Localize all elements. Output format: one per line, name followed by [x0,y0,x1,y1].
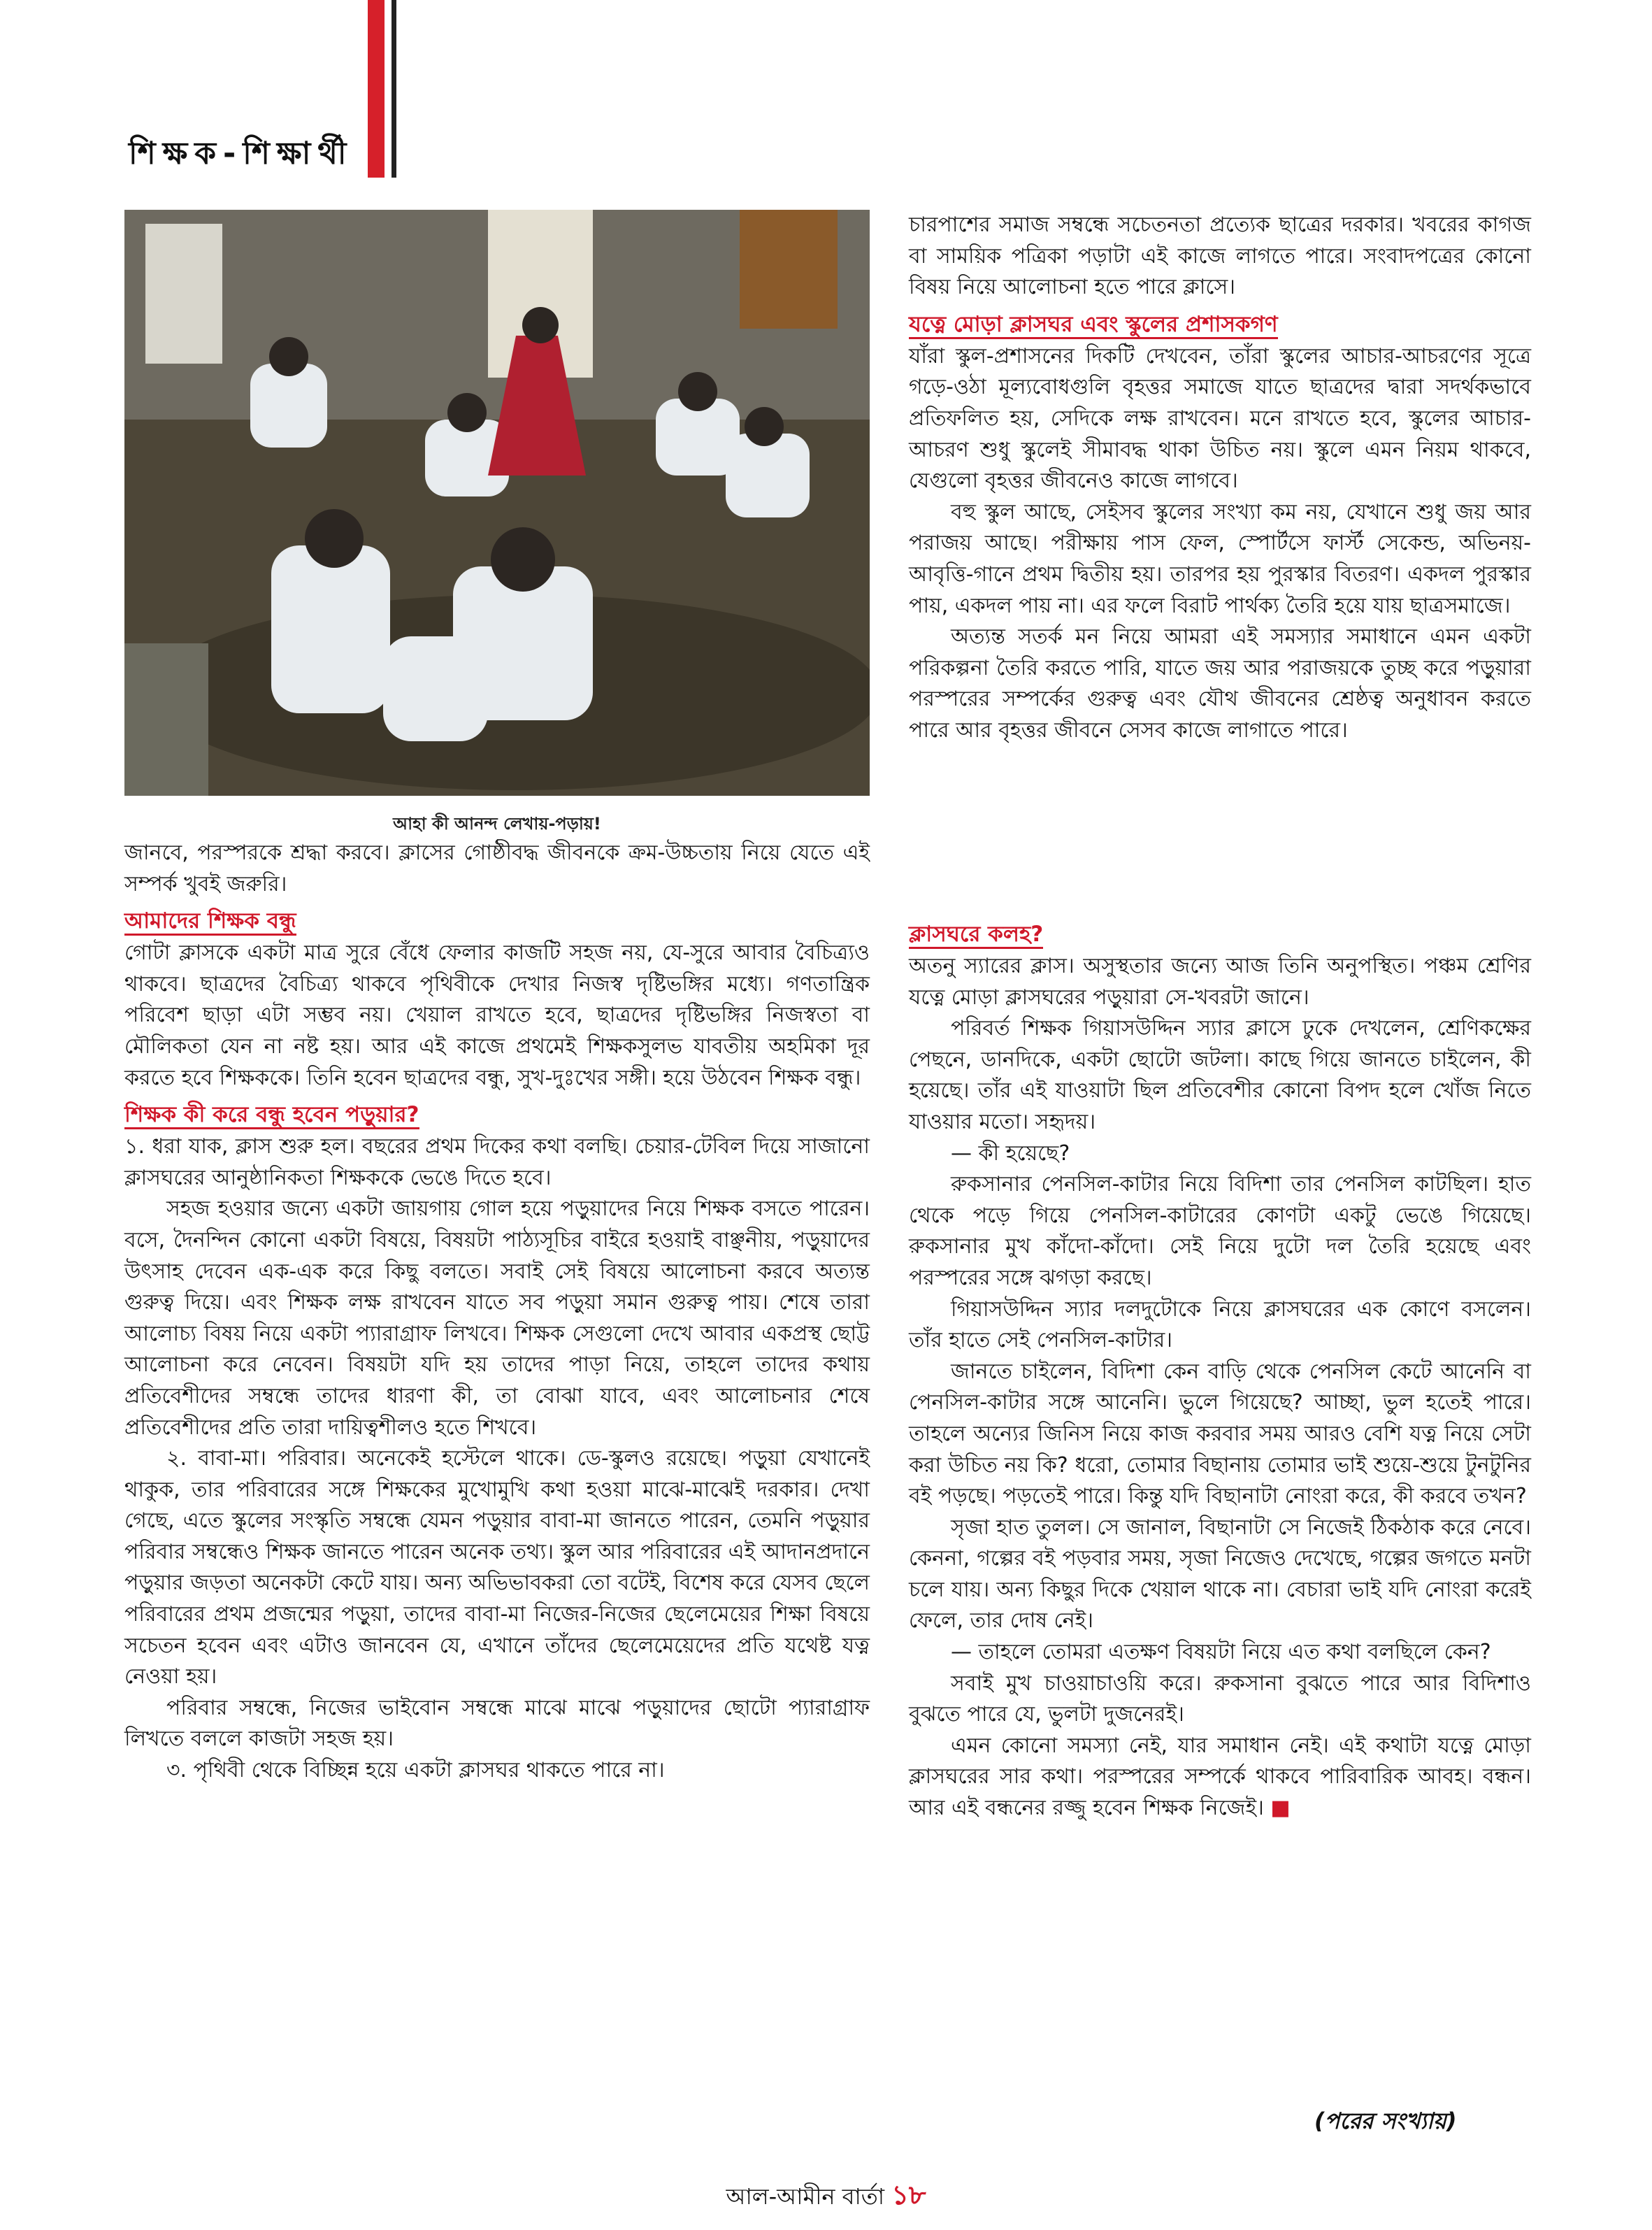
paragraph: অতনু স্যারের ক্লাস। অসুস্থতার জন্যে আজ তিনি অনুপস্থিত। পঞ্চম শ্রেণির যত্নে মোড়া ক্লাসঘরের পড়ুয়ারা সে-খবরটা জানে। [909,954,1531,1010]
subheading [909,919,1531,950]
dialogue-line: — তাহলে তোমরা এতক্ষণ বিষয়টা নিয়ে এত কথা বলছিলে কেন? [951,1640,1491,1665]
paragraph: গোটা ক্লাসকে একটা মাত্র সুরে বেঁধে ফেলার কাজটি সহজ নয়, যে-সুরে আবার বৈচিত্র্যও থাকবে। ছাত্রদের বৈচিত্র্য থাকবে পৃথিবীকে দেখার নিজস্ব দৃষ্টিভঙ্গির মধ্যে। গণতান্ত্রিক পরিবেশ ছাড়া এটা সম্ভব নয়। খেয়াল রাখতে হবে, ছাত্রদের দৃষ্টিভঙ্গির নিজস্বতা বা মৌলিকতা যেন না নষ্ট হয়। আর এই কাজে প্রথমেই শিক্ষকসুলভ যাবতীয় অহমিকা দূর করতে হবে শিক্ষককে। তিনি হবেন ছাত্রদের বন্ধু, সুখ-দুঃখের সঙ্গী। হয়ে উঠবেন শিক্ষক বন্ধু। [124,941,870,1090]
header-red-bar-thin [392,0,396,178]
page-number: ১৮ [891,2180,926,2210]
paragraph: সহজ হওয়ার জন্যে একটা জায়গায় গোল হয়ে পড়ুয়াদের নিয়ে শিক্ষক বসতে পারেন। বসে, দৈনন্দিন কোনো একটা বিষয়ে, বিষয়টা পাঠ্যসূচির বাইরে হওয়াই বাঞ্ছনীয়, পড়ুয়াদের উৎসাহ দেবেন এক-এক করে কিছু বলতে। সবাই সেই বিষয়ে আলোচনা করবে অত্যন্ত গুরুত্ব দিয়ে। এবং শিক্ষক লক্ষ রাখবেন যাতে সব পড়ুয়া সমান গুরুত্ব পায়। শেষে তারা আলোচ্য বিষয় নিয়ে একটা প্যারাগ্রাফ লিখবে। শিক্ষক সেগুলো দেখে আবার একপ্রস্থ ছোট্ট আলোচনা করে নেবেন। বিষয়টা যদি হয় তাদের পাড়া নিয়ে, তাহলে তাদের কথায় প্রতিবেশীদের সম্বন্ধে তাদের ধারণা কী, তা বোঝা যাবে, এবং আলোচনার শেষে প্রতিবেশীদের প্রতি তারা দায়িত্বশীলও হতে শিখবে। [124,1196,870,1440]
paragraph: যাঁরা স্কুল-প্রশাসনের দিকটি দেখবেন, তাঁরা স্কুলের আচার-আচরণের সূত্রে গড়ে-ওঠা মূল্যবোধগুলি বৃহত্তর সমাজে যাতে ছাত্রদের দ্বারা সদর্থকভাবে প্রতিফলিত হয়, সেদিকে লক্ষ রাখবেন। মনে রাখতে হবে, স্কুলের আচার-আচরণ শুধু স্কুলেই সীমাবদ্ধ থাকা উচিত নয়। স্কুলে এমন নিয়ম থাকবে, যেগুলো বৃহত্তর জীবনেও কাজে লাগবে। [909,343,1531,494]
paragraph: সৃজা হাত তুলল। সে জানাল, বিছানাটা সে নিজেই ঠিকঠাক করে নেবে। কেননা, গল্পের বই পড়বার সময়, সৃজা নিজেও দেখেছে, গল্পের জগতে মনটা চলে যায়। অন্য কিছুর দিকে খেয়াল থাকে না। বেচারা ভাই যদি নোংরা করেই ফেলে, তার দোষ নেই। [909,1515,1531,1634]
paragraph: বহু স্কুল আছে, সেইসব স্কুলের সংখ্যা কম নয়, যেখানে শুধু জয় আর পরাজয় আছে। পরীক্ষায় পাস ফেল, স্পোর্টসে ফার্স্ট সেকেন্ড, অভিনয়-আবৃত্তি-গানে প্রথম দ্বিতীয় হয়। তারপর হয় পুরস্কার বিতরণ। একদল পুরস্কার পায়, একদল পায় না। এর ফলে বিরাট পার্থক্য তৈরি হয়ে যায় ছাত্রসমাজে। [909,499,1531,618]
subheading [124,1099,870,1130]
paragraph: ৩. পৃথিবী থেকে বিচ্ছিন্ন হয়ে একটা ক্লাসঘর থাকতে পারে না। [166,1758,665,1783]
right-column-top [909,210,1531,747]
end-mark: ■ [1270,1796,1291,1821]
paragraph: পরিবর্ত শিক্ষক গিয়াসউদ্দিন স্যার ক্লাসে ঢুকে দেখলেন, শ্রেণিকক্ষের পেছনে, ডানদিকে, একটা ছোটো জটলা। কাছে গিয়ে জানতে চাইলেন, কী হয়েছে। তাঁর এই যাওয়াটা ছিল প্রতিবেশীর কোনো বিপদ হলে খোঁজ নিতে যাওয়ার মতো। সহৃদয়। [909,1016,1531,1134]
footer [0,2175,1652,2220]
paragraph: জানতে চাইলেন, বিদিশা কেন বাড়ি থেকে পেনসিল কেটে আনেনি বা পেনসিল-কাটার সঙ্গে আনেনি। ভুলে গিয়েছে? আচ্ছা, ভুল হতেই পারে। তাহলে অন্যের জিনিস নিয়ে কাজ করবার সময় আরও বেশি যত্ন নিয়ে সেটা করা উচিত নয় কি? ধরো, তোমার বিছানায় তোমার ভাই শুয়ে-শুয়ে টুনটুনির বই পড়ছে। পড়তেই পারে। কিন্তু যদি বিছানাটা নোংরা করে, কী করবে তখন? [909,1359,1531,1509]
magazine-name: আল-আমীন বার্তা [726,2183,885,2210]
paragraph: জানবে, পরস্পরকে শ্রদ্ধা করবে। ক্লাসের গোষ্ঠীবদ্ধ জীবনকে ক্রম-উচ্চতায় নিয়ে যেতে এই সম্পর্ক খুবই জরুরি। [124,841,870,896]
subheading [909,309,1531,340]
paragraph: ১. ধরা যাক, ক্লাস শুরু হল। বছরের প্রথম দিকের কথা বলছি। চেয়ার-টেবিল দিয়ে সাজানো ক্লাসঘরের আনুষ্ঠানিকতা শিক্ষককে ভেঙে দিতে হবে। [124,1134,870,1190]
continued-note: (পরের সংখ্যায়) [1314,2108,1457,2134]
section-label: শিক্ষক-শিক্ষার্থী [129,136,354,171]
paragraph: চারপাশের সমাজ সম্বন্ধে সচেতনতা প্রত্যেক ছাত্রের দরকার। খবরের কাগজ বা সাময়িক পত্রিকা পড়াটা এই কাজে লাগতে পারে। সংবাদপত্রের কোনো বিষয় নিয়ে আলোচনা হতে পারে ক্লাসে। [909,213,1531,300]
dialogue-line: — কী হয়েছে? [951,1141,1070,1166]
paragraph [909,1731,1531,1824]
paragraph: সবাই মুখ চাওয়াচাওয়ি করে। রুকসানা বুঝতে পারে আর বিদিশাও বুঝতে পারে যে, ভুলটা দুজনেরই। [909,1671,1531,1727]
subheading-text: ক্লাসঘরে কলহ? [909,922,1043,949]
paragraph: গিয়াসউদ্দিন স্যার দলদুটোকে নিয়ে ক্লাসঘরের এক কোণে বসলেন। তাঁর হাতে সেই পেনসিল-কাটার। [909,1296,1531,1353]
header-red-bar [368,0,385,178]
photo-caption: আহা কী আনন্দ লেখায়-পড়ায়! [393,814,601,834]
paragraph: পরিবার সম্বন্ধে, নিজের ভাইবোন সম্বন্ধে মাঝে মাঝে পড়ুয়াদের ছোটো প্যারাগ্রাফ লিখতে বললে কাজটা সহজ হয়। [124,1695,870,1752]
left-column [124,838,870,1787]
paragraph-text: এমন কোনো সমস্যা নেই, যার সমাধান নেই। এই কথাটা যত্নে মোড়া ক্লাসঘরের সার কথা। পরস্পরের সম্পর্কে থাকবে পারিবারিক আবহ। বন্ধন। আর এই বন্ধনের রজ্জু হবেন শিক্ষক নিজেই। [909,1733,1531,1821]
classroom-photo [124,210,870,796]
subheading-text: শিক্ষক কী করে বন্ধু হবেন পড়ুয়ার? [124,1102,419,1129]
paragraph: অত্যন্ত সতর্ক মন নিয়ে আমরা এই সমস্যার সমাধানে এমন একটা পরিকল্পনা তৈরি করতে পারি, যাতে জয় আর পরাজয়কে তুচ্ছ করে পড়ুয়ারা পরস্পরের সম্পর্কের গুরুত্ব এবং যৌথ জীবনের শ্রেষ্ঠত্ব অনুধাবন করতে পারে আর বৃহত্তর জীবনে সেসব কাজে লাগাতে পারে। [909,624,1531,743]
right-column-bottom [909,913,1531,1824]
subheading-text: আমাদের শিক্ষক বন্ধু [124,908,296,936]
subheading-text: যত্নে মোড়া ক্লাসঘর এবং স্কুলের প্রশাসকগণ [909,312,1278,339]
paragraph: ২. বাবা-মা। পরিবার। অনেকেই হস্টেলে থাকে। ডে-স্কুলও রয়েছে। পড়ুয়া যেখানেই থাকুক, তার পরিবারের সঙ্গে শিক্ষকের মুখোমুখি কথা হওয়া মাঝে-মাঝেই দরকার। দেখা গেছে, এতে স্কুলের সংস্কৃতি সম্বন্ধে যেমন পড়ুয়ার বাবা-মা জানতে পারেন, তেমনি পড়ুয়ার পরিবার সম্বন্ধেও শিক্ষক জানতে পারেন অনেক তথ্য। স্কুল আর পরিবারের এই আদানপ্রদানে পড়ুয়ার জড়তা অনেকটা কেটে যায়। অন্য অভিভাবকরা তো বটেই, বিশেষ করে যেসব ছেলে পরিবারের প্রথম প্রজন্মের পড়ুয়া, তাদের বাবা-মা নিজের-নিজের ছেলেমেয়ের শিক্ষা বিষয়ে সচেতন হবেন এবং এটাও জানবেন যে, এখানে তাঁদের ছেলেমেয়েদের প্রতি যথেষ্ট যত্ন নেওয়া হয়। [124,1446,870,1689]
paragraph: রুকসানার পেনসিল-কাটার নিয়ে বিদিশা তার পেনসিল কাটছিল। হাত থেকে পড়ে গিয়ে পেনসিল-কাটারের কোণটা একটু ভেঙে গিয়েছে। রুকসানার মুখ কাঁদো-কাঁদো। সেই নিয়ে দুটো দল তৈরি হয়েছে এবং পরস্পরের সঙ্গে ঝগড়া করছে। [909,1172,1531,1290]
subheading [124,906,870,936]
